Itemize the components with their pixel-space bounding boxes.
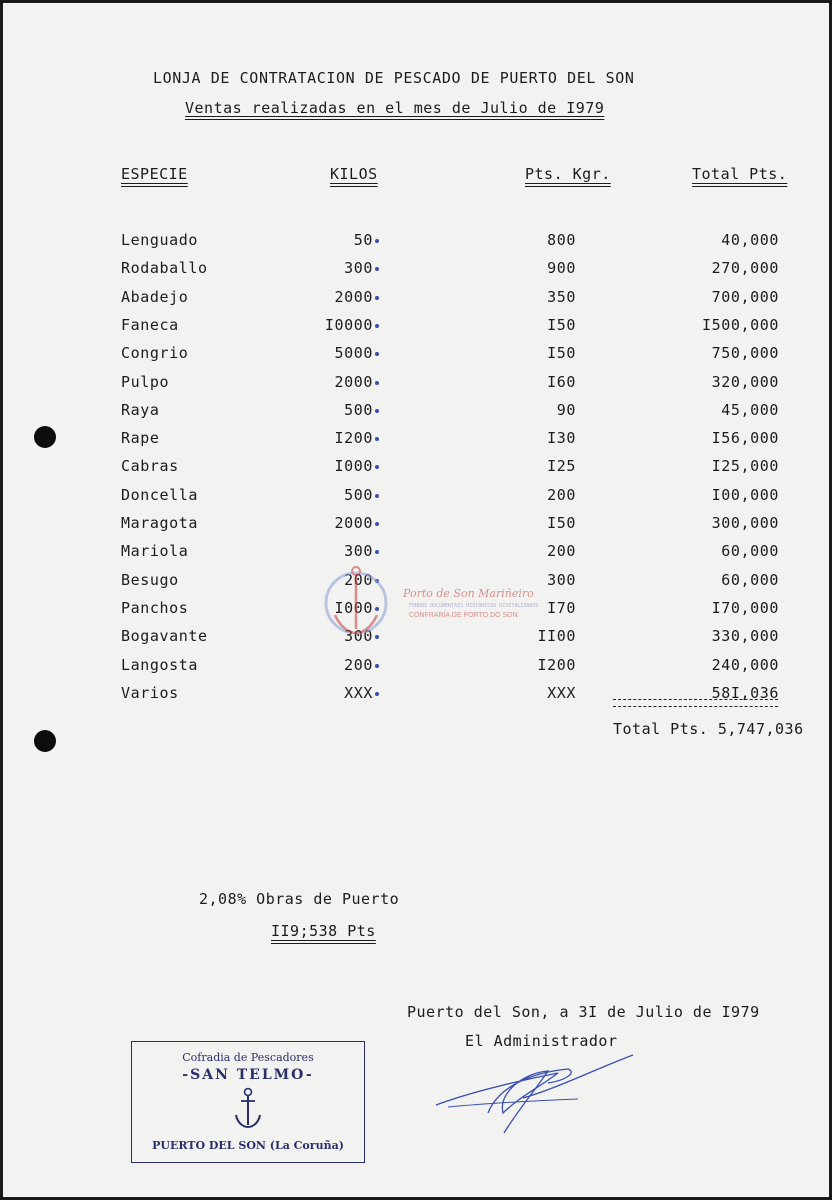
table-row xyxy=(3,401,829,421)
row-species: Panchos xyxy=(121,598,189,617)
check-mark xyxy=(375,494,379,498)
row-species: Varios xyxy=(121,683,179,702)
row-species: Lenguado xyxy=(121,231,199,249)
check-mark xyxy=(375,437,379,441)
row-total: 300,000 xyxy=(711,514,779,532)
row-total: 40,000 xyxy=(721,231,779,249)
check-mark xyxy=(375,692,379,696)
row-total: I70,000 xyxy=(711,598,779,617)
row-species: Pulpo xyxy=(121,372,170,391)
table-row xyxy=(3,288,829,308)
row-kilos: 5000 xyxy=(334,344,373,363)
table-row xyxy=(3,514,829,534)
row-kilos: 500 xyxy=(344,485,373,504)
row-total: 58I,036 xyxy=(711,683,779,702)
anchor-icon xyxy=(233,1087,263,1131)
port-works-amount: II9;538 Pts xyxy=(271,922,376,940)
row-price: I60 xyxy=(547,372,576,391)
table-row xyxy=(3,316,829,336)
row-total: I56,000 xyxy=(711,429,779,448)
row-price: I70 xyxy=(547,598,576,617)
column-header-species: ESPECIE xyxy=(121,165,188,183)
row-total: I500,000 xyxy=(701,315,779,334)
row-price: 900 xyxy=(547,259,576,278)
row-kilos: I000 xyxy=(334,457,373,476)
row-total: 240,000 xyxy=(711,655,779,674)
row-species: Rodaballo xyxy=(121,259,208,278)
stamp-line-2: -SAN TELMO- xyxy=(182,1067,314,1083)
archive-watermark xyxy=(321,563,539,646)
row-kilos: 300 xyxy=(344,627,373,646)
row-kilos: 2000 xyxy=(334,287,373,306)
row-total: 270,000 xyxy=(711,259,779,278)
table-row xyxy=(3,429,829,449)
row-total: 60,000 xyxy=(721,542,779,561)
total-underline-rule xyxy=(613,699,778,707)
document-title: LONJA DE CONTRATACION DE PESCADO DE PUERTO DEL SON xyxy=(153,69,635,87)
check-mark xyxy=(375,409,379,413)
row-species: Raya xyxy=(121,400,160,419)
grand-total: Total Pts. 5,747,036 xyxy=(613,720,804,738)
check-mark xyxy=(375,550,379,554)
cofradia-stamp xyxy=(131,1041,365,1163)
row-kilos: XXX xyxy=(344,683,373,702)
row-species: Faneca xyxy=(121,315,179,334)
check-mark xyxy=(375,352,379,356)
row-price: I50 xyxy=(547,514,576,532)
binder-hole-bottom xyxy=(34,730,56,752)
row-price: 800 xyxy=(547,231,576,249)
watermark-small-text: FONDOS DOCUMENTAIS HISTÓRICOS DIXITALIZADOS xyxy=(409,603,539,609)
row-species: Abadejo xyxy=(121,287,189,306)
document-page xyxy=(3,3,829,1197)
document-subtitle: Ventas realizadas en el mes de Julio de I979 xyxy=(185,99,605,117)
stamp-line-1: Cofradia de Pescadores xyxy=(182,1051,314,1064)
row-price: 300 xyxy=(547,570,576,589)
row-species: Langosta xyxy=(121,655,199,674)
row-price: I200 xyxy=(537,655,576,674)
row-total: 750,000 xyxy=(711,344,779,363)
row-price: I25 xyxy=(547,457,576,476)
row-species: Cabras xyxy=(121,457,179,476)
signature xyxy=(428,1043,643,1143)
row-total: 60,000 xyxy=(721,570,779,589)
table-row xyxy=(3,231,829,251)
watermark-name: Porto de Son Mariñeiro xyxy=(403,587,534,600)
row-kilos: 50 xyxy=(353,231,373,249)
table-row xyxy=(3,656,829,676)
column-header-kilos: KILOS xyxy=(330,165,378,183)
table-row xyxy=(3,457,829,477)
table-row xyxy=(3,542,829,562)
table-row xyxy=(3,344,829,364)
column-header-price: Pts. Kgr. xyxy=(525,165,611,183)
table-row xyxy=(3,259,829,279)
row-kilos: I0000 xyxy=(324,315,373,334)
row-kilos: I200 xyxy=(334,429,373,448)
row-price: 90 xyxy=(556,400,576,419)
row-kilos: 300 xyxy=(344,259,373,278)
row-species: Rape xyxy=(121,429,160,448)
check-mark xyxy=(375,267,379,271)
row-price: I50 xyxy=(547,315,576,334)
row-species: Bogavante xyxy=(121,627,208,646)
watermark-org: CONFRARÍA DE PORTO DO SON xyxy=(409,612,518,619)
row-price: II00 xyxy=(537,627,576,646)
row-species: Mariola xyxy=(121,542,189,561)
row-total: 320,000 xyxy=(711,372,779,391)
table-row xyxy=(3,373,829,393)
port-works-label: 2,08% Obras de Puerto xyxy=(199,890,400,908)
row-species: Maragota xyxy=(121,514,199,532)
row-species: Besugo xyxy=(121,570,179,589)
stamp-line-3: PUERTO DEL SON (La Coruña) xyxy=(152,1139,344,1152)
place-and-date: Puerto del Son, a 3I de Julio de I979 xyxy=(407,1003,760,1021)
row-total: 45,000 xyxy=(721,400,779,419)
check-mark xyxy=(375,522,379,526)
watermark-anchor-icon xyxy=(321,563,391,646)
row-kilos: 300 xyxy=(344,542,373,561)
row-kilos: 200 xyxy=(344,570,373,589)
row-total: 700,000 xyxy=(711,287,779,306)
row-price: 200 xyxy=(547,542,576,561)
row-total: I25,000 xyxy=(711,457,779,476)
row-price: XXX xyxy=(547,683,576,702)
row-species: Doncella xyxy=(121,485,199,504)
column-header-total: Total Pts. xyxy=(692,165,788,183)
row-kilos: 2000 xyxy=(334,372,373,391)
check-mark xyxy=(375,381,379,385)
row-price: 350 xyxy=(547,287,576,306)
check-mark xyxy=(375,324,379,328)
check-mark xyxy=(375,296,379,300)
row-kilos: 2000 xyxy=(334,514,373,532)
row-total: I00,000 xyxy=(711,485,779,504)
check-mark xyxy=(375,664,379,668)
row-kilos: I000 xyxy=(334,598,373,617)
check-mark xyxy=(375,239,379,243)
row-species: Congrio xyxy=(121,344,189,363)
row-kilos: 500 xyxy=(344,400,373,419)
row-price: I50 xyxy=(547,344,576,363)
table-row xyxy=(3,486,829,506)
check-mark xyxy=(375,465,379,469)
row-kilos: 200 xyxy=(344,655,373,674)
signatory-role: El Administrador xyxy=(465,1032,618,1050)
row-price: 200 xyxy=(547,485,576,504)
row-price: I30 xyxy=(547,429,576,448)
row-total: 330,000 xyxy=(711,627,779,646)
